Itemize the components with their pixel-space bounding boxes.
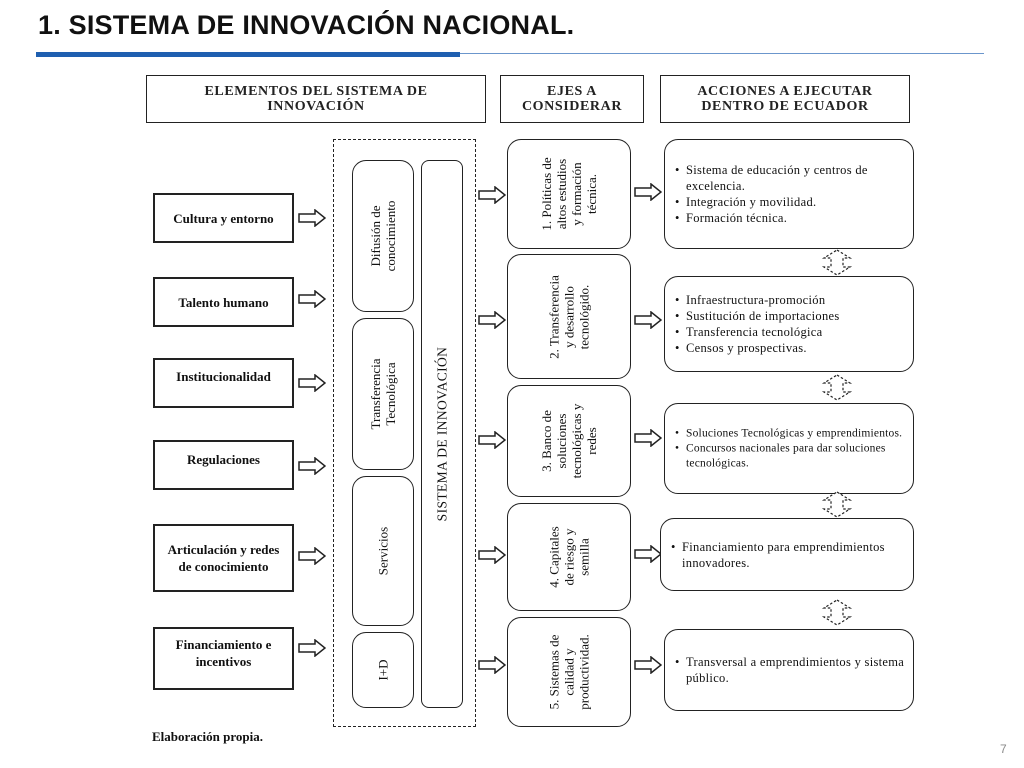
element-box: [153, 440, 294, 490]
action-item: • Integración y movilidad.: [675, 194, 905, 210]
element-label: Regulaciones: [187, 452, 260, 467]
bidirectional-arrow-icon: [820, 599, 854, 626]
axis-box: [507, 385, 631, 497]
element-label: Financiamiento e incentivos: [175, 637, 272, 669]
element-box: [153, 193, 294, 243]
header-axes-label: EJES A CONSIDERAR: [521, 84, 623, 114]
action-list: [675, 654, 905, 686]
action-box: [660, 518, 914, 591]
system-component-label: Transferencia Tecnológica: [368, 358, 398, 430]
action-list: [675, 426, 905, 471]
action-list: [675, 292, 905, 356]
right-arrow-icon: [478, 311, 506, 329]
action-list: [671, 539, 905, 571]
axis-box: [507, 254, 631, 379]
right-arrow-icon: [478, 546, 506, 564]
axis-label: 3. Banco de soluciones tecnológicas y redes: [539, 403, 599, 479]
bidirectional-arrow-icon: [820, 491, 854, 518]
system-component-label: I+D: [375, 659, 391, 681]
system-component-box: [352, 318, 414, 470]
axis-label: 2. Transferencia y desarrollo tecnológido.: [546, 274, 592, 359]
action-item: • Censos y prospectivas.: [675, 340, 905, 356]
element-box: [153, 358, 294, 408]
header-elements: [146, 75, 486, 123]
right-arrow-icon: [298, 547, 326, 565]
action-item: • Transferencia tecnológica: [675, 324, 905, 340]
action-item: • Transversal a emprendimientos y sistema público.: [675, 654, 905, 686]
element-box: [153, 627, 294, 690]
element-label: Institucionalidad: [176, 369, 271, 384]
axis-label: 1. Políticas de altos estudios y formación técnica.: [539, 157, 599, 231]
system-component-label: Difusión de conocimiento: [368, 200, 398, 272]
right-arrow-icon: [298, 290, 326, 308]
right-arrow-icon: [298, 209, 326, 227]
right-arrow-icon: [478, 656, 506, 674]
page-number: 7: [1000, 742, 1007, 756]
system-component-box: [352, 160, 414, 312]
system-label-box: [421, 160, 463, 708]
action-box: [664, 629, 914, 711]
system-component-label: Servicios: [375, 526, 391, 576]
action-box: [664, 403, 914, 494]
right-arrow-icon: [634, 656, 662, 674]
right-arrow-icon: [634, 545, 662, 563]
bidirectional-arrow-icon: [820, 374, 854, 401]
right-arrow-icon: [298, 639, 326, 657]
axis-box: [507, 503, 631, 611]
right-arrow-icon: [634, 429, 662, 447]
right-arrow-icon: [634, 183, 662, 201]
axis-label: 5. Sistemas de calidad y productividad.: [546, 634, 592, 710]
action-item: • Concursos nacionales para dar soluciones tecnológicas.: [675, 441, 905, 471]
action-item: • Soluciones Tecnológicas y emprendimientos.: [675, 426, 905, 441]
action-item: • Sustitución de importaciones: [675, 308, 905, 324]
slide-title: 1. SISTEMA DE INNOVACIÓN NACIONAL.: [38, 10, 575, 40]
title-underline-accent: [36, 52, 460, 57]
right-arrow-icon: [298, 457, 326, 475]
system-label: SISTEMA DE INNOVACIÓN: [434, 346, 450, 522]
action-item: • Formación técnica.: [675, 210, 905, 226]
header-actions: [660, 75, 910, 123]
element-label: Talento humano: [178, 294, 269, 310]
system-component-box: [352, 476, 414, 626]
header-elements-label: ELEMENTOS DEL SISTEMA DE INNOVACIÓN: [204, 84, 428, 114]
element-box: [153, 277, 294, 327]
system-component-box: [352, 632, 414, 708]
action-item: • Sistema de educación y centros de excelencia.: [675, 162, 905, 194]
header-actions-label: ACCIONES A EJECUTAR DENTRO DE ECUADOR: [697, 84, 873, 114]
title-underline: [460, 53, 984, 54]
action-box: [664, 276, 914, 372]
bidirectional-arrow-icon: [820, 249, 854, 276]
action-item: • Infraestructura-promoción: [675, 292, 905, 308]
element-label: Cultura y entorno: [173, 210, 274, 226]
action-item: • Financiamiento para emprendimientos innovadores.: [671, 539, 905, 571]
right-arrow-icon: [478, 431, 506, 449]
element-label: Articulación y redes de conocimiento: [167, 542, 280, 574]
header-axes: [500, 75, 644, 123]
action-list: [675, 162, 905, 226]
element-box: [153, 524, 294, 592]
source-credit: Elaboración propia.: [152, 729, 264, 744]
axis-box: [507, 617, 631, 727]
right-arrow-icon: [298, 374, 326, 392]
right-arrow-icon: [478, 186, 506, 204]
axis-box: [507, 139, 631, 249]
axis-label: 4. Capitales de riesgo y semilla: [546, 526, 592, 588]
action-box: [664, 139, 914, 249]
right-arrow-icon: [634, 311, 662, 329]
